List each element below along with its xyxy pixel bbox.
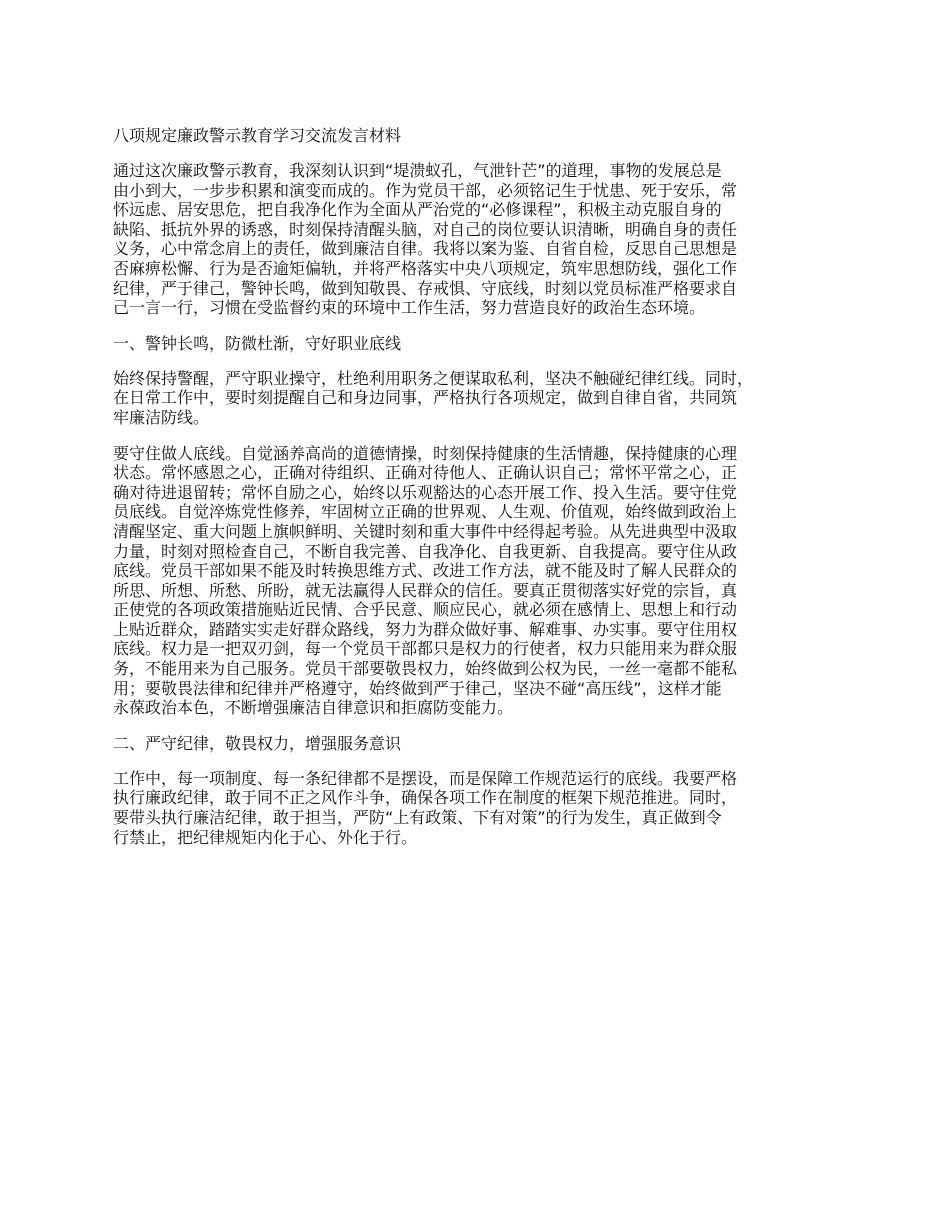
section-1-paragraph-2 bbox=[113, 444, 853, 718]
section-2-heading: 二、严守纪律，敬畏权力，增强服务意识 bbox=[113, 733, 402, 753]
text-line: 清醒坚定、重大问题上旗帜鲜明、关键时刻和重大事件中经得起考验。从先进典型中汲取 bbox=[113, 521, 738, 541]
text-line: 所思、所想、所愁、所盼，就无法赢得人民群众的信任。要真正贯彻落实好党的宗旨，真 bbox=[113, 580, 738, 600]
text-line: 状态。常怀感恩之心，正确对待组织、正确对待他人、正确认识自己；常怀平常之心，正 bbox=[113, 463, 738, 483]
text-line: 在日常工作中，要时刻提醒自己和身边同事，严格执行各项规定，做到自律自省，共同筑 bbox=[113, 388, 738, 408]
section-1-paragraph-1 bbox=[113, 369, 853, 428]
text-line: 己一言一行，习惯在受监督约束的环境中工作生活，努力营造良好的政治生态环境。 bbox=[113, 298, 706, 318]
text-line: 工作中，每一项制度、每一条纪律都不是摆设，而是保障工作规范运行的底线。我要严格 bbox=[113, 768, 738, 788]
text-line: 执行廉政纪律，敢于同不正之风作斗争，确保各项工作在制度的框架下规范推进。同时， bbox=[113, 788, 738, 808]
text-line: 员底线。自觉淬炼党性修养，牢固树立正确的世界观、人生观、价值观，始终做到政治上 bbox=[113, 502, 738, 522]
text-line: 确对待进退留转；常怀自励之心，始终以乐观豁达的心态开展工作、投入生活。要守住党 bbox=[113, 482, 738, 502]
text-line: 纪律，严于律己，警钟长鸣，做到知敬畏、存戒惧、守底线，时刻以党员标准严格要求自 bbox=[113, 278, 738, 298]
text-line: 永葆政治本色，不断增强廉洁自律意识和拒腐防变能力。 bbox=[113, 698, 514, 718]
text-line: 底线。党员干部如果不能及时转换思维方式、改进工作方法，就不能及时了解人民群众的 bbox=[113, 561, 738, 581]
section-2-paragraph-1 bbox=[113, 769, 853, 847]
text-line: 底线。权力是一把双刃剑，每一个党员干部都只是权力的行使者，权力只能用来为群众服 bbox=[113, 639, 738, 659]
text-line: 要带头执行廉洁纪律，敢于担当，严防“上有政策、下有对策”的行为发生，真正做到令 bbox=[113, 808, 722, 828]
document-page bbox=[113, 126, 853, 863]
text-line: 上贴近群众，踏踏实实走好群众路线，努力为群众做好事、解难事、办实事。要守住用权 bbox=[113, 619, 738, 639]
text-line: 用；要敬畏法律和纪律并严格遵守，始终做到严于律己，坚决不碰“高压线”，这样才能 bbox=[113, 678, 722, 698]
text-line: 行禁止，把纪律规矩内化于心、外化于行。 bbox=[113, 827, 418, 847]
text-line: 要守住做人底线。自觉涵养高尚的道德情操，时刻保持健康的生活情趣，保持健康的心理 bbox=[113, 443, 738, 463]
intro-paragraph bbox=[113, 161, 853, 318]
text-line: 怀远虑、居安思危，把自我净化作为全面从严治党的“必修课程”，积极主动克服自身的 bbox=[113, 200, 722, 220]
text-line: 力量，时刻对照检查自己，不断自我完善、自我净化、自我更新、自我提高。要守住从政 bbox=[113, 541, 738, 561]
text-line: 通过这次廉政警示教育，我深刻认识到“堤溃蚁孔，气泄针芒”的道理，事物的发展总是 bbox=[113, 161, 722, 180]
text-line: 牢廉洁防线。 bbox=[113, 407, 210, 427]
text-line: 缺陷、抵抗外界的诱惑，时刻保持清醒头脑，对自己的岗位要认识清晰，明确自身的责任 bbox=[113, 219, 738, 239]
text-line: 义务，心中常念肩上的责任，做到廉洁自律。我将以案为鉴、自省自检，反思自己思想是 bbox=[113, 239, 738, 259]
text-line: 由小到大，一步步积累和演变而成的。作为党员干部，必须铭记生于忧患、死于安乐，常 bbox=[113, 180, 738, 200]
document-title: 八项规定廉政警示教育学习交流发言材料 bbox=[113, 126, 402, 145]
text-line: 正使党的各项政策措施贴近民情、合乎民意、顺应民心，就必须在感情上、思想上和行动 bbox=[113, 600, 738, 620]
section-1-heading: 一、警钟长鸣，防微杜渐，守好职业底线 bbox=[113, 333, 402, 353]
text-line: 否麻痹松懈、行为是否逾矩偏轨，并将严格落实中央八项规定，筑牢思想防线，强化工作 bbox=[113, 258, 738, 278]
text-line: 务，不能用来为自己服务。党员干部要敬畏权力，始终做到公权为民，一丝一毫都不能私 bbox=[113, 659, 738, 679]
text-line: 始终保持警醒，严守职业操守，杜绝利用职务之便谋取私利，坚决不触碰纪律红线。同时， bbox=[113, 368, 754, 388]
